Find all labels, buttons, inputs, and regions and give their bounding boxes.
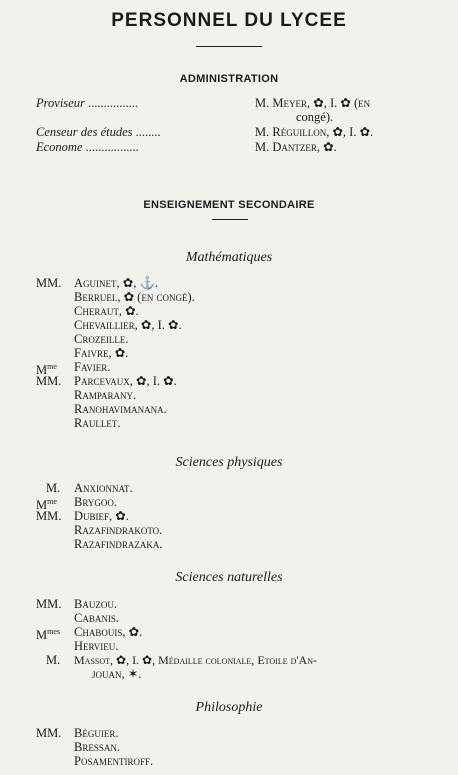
admin-name: M. Dantzer, ✿. — [255, 140, 337, 154]
staff-name: Crozeille. — [74, 332, 129, 346]
name-prefix: MM. — [36, 509, 62, 523]
staff-name: Bauzou. — [74, 597, 117, 611]
admin-leader: ................. — [85, 140, 139, 154]
staff-name: Parcevaux, ✿, I. ✿. — [74, 374, 177, 388]
staff-name: Razafindrakoto. — [74, 523, 163, 537]
subject-heading: Mathématiques — [185, 250, 273, 265]
name-prefix: M. — [46, 653, 61, 667]
subject-heading: Sciences naturelles — [175, 570, 283, 585]
staff-name: Berruel, ✿ (en congé). — [74, 290, 195, 304]
admin-row — [36, 125, 161, 139]
staff-name: Béguier. — [74, 726, 119, 740]
staff-name-continuation: jouan, ✶. — [92, 667, 142, 681]
admin-row — [36, 96, 138, 110]
staff-name: Cabanis. — [74, 611, 119, 625]
staff-name: Faivre, ✿. — [74, 346, 129, 360]
admin-leader: ........ — [135, 125, 161, 139]
name-prefix: MM. — [36, 276, 62, 290]
staff-name: Ramparany. — [74, 388, 137, 402]
staff-name: Anxionnat. — [74, 481, 133, 495]
staff-name: Dubief, ✿. — [74, 509, 129, 523]
staff-name: Aguinet, ✿, ⚓. — [74, 276, 159, 290]
staff-name: Massot, ✿, I. ✿, Médaille coloniale, Etoile d'An- — [74, 653, 317, 667]
admin-row — [36, 140, 139, 154]
staff-name: Hervieu. — [74, 639, 119, 653]
subject-heading: Sciences physiques — [175, 455, 283, 470]
admin-name-continuation: congé). — [296, 110, 334, 124]
admin-leader: ................ — [87, 96, 138, 110]
prefix-superscript: me — [47, 362, 57, 371]
subject-heading: Philosophie — [195, 700, 263, 715]
admin-name: M. Meyer, ✿, I. ✿ (en — [255, 96, 371, 110]
staff-name: Bressan. — [74, 740, 120, 754]
name-prefix: MM. — [36, 597, 62, 611]
staff-name: Cheraut, ✿. — [74, 304, 139, 318]
name-prefix: $M^{me}$ — [36, 362, 57, 378]
staff-name: Raullet. — [74, 416, 121, 430]
staff-name: Razafindrazaka. — [74, 537, 163, 551]
staff-name: Ranohavimanana. — [74, 402, 167, 416]
staff-name: Favier. — [74, 360, 111, 374]
title-rule — [196, 46, 262, 47]
section-heading-secondary: ENSEIGNEMENT SECONDAIRE — [143, 199, 315, 211]
admin-name: M. Réguillon, ✿, I. ✿. — [255, 125, 374, 139]
prefix-superscript: mes — [47, 627, 61, 636]
staff-name: Posamentiroff. — [74, 754, 154, 768]
name-prefix: M. — [46, 481, 61, 495]
page-title: PERSONNEL DU LYCEE — [111, 10, 347, 31]
staff-name: Brygoo. — [74, 495, 117, 509]
name-prefix: MM. — [36, 374, 62, 388]
heading-rule — [212, 219, 248, 220]
admin-role: Censeur des études — [36, 125, 133, 139]
prefix-superscript: me — [47, 497, 57, 506]
admin-role: Proviseur — [36, 96, 85, 110]
name-prefix: $M^{me}$ — [36, 497, 57, 513]
name-prefix: MM. — [36, 726, 62, 740]
staff-name: Chevaillier, ✿, I. ✿. — [74, 318, 182, 332]
name-prefix: $M^{mes}$ — [36, 627, 61, 643]
staff-name: Chabouis, ✿. — [74, 625, 143, 639]
admin-role: Econome — [36, 140, 83, 154]
section-heading-administration: ADMINISTRATION — [179, 73, 279, 85]
